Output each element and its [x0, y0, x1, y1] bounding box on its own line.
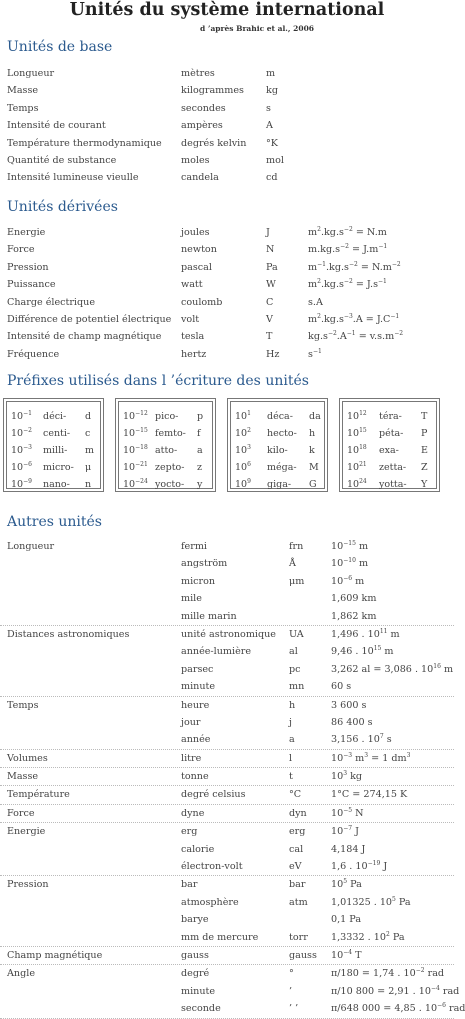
unit-value: 1°C = 274,15 K — [331, 789, 408, 801]
unit-symbol: l — [289, 752, 293, 764]
other-units-table — [0, 538, 465, 1019]
unit-name: volt — [181, 313, 200, 325]
derived-units-table — [0, 224, 454, 363]
quantity-label: Temps — [7, 102, 39, 114]
prefix-name: hecto- — [267, 428, 297, 439]
prefix-row — [231, 443, 324, 459]
unit-name: mile — [181, 593, 202, 605]
other-unit-row — [0, 731, 454, 749]
derived-unit-row — [0, 276, 454, 293]
unit-name: newton — [181, 244, 217, 256]
unit-name: jour — [181, 716, 201, 728]
prefix-power: $10^{-21}$ — [123, 461, 148, 473]
other-unit-row — [0, 841, 454, 858]
unit-value: 1,862 km — [331, 610, 377, 622]
prefix-power: $10^{-9}$ — [11, 478, 32, 490]
prefix-symbol: a — [197, 445, 203, 456]
prefix-power: $10^{-1}$ — [11, 410, 32, 422]
unit-value: $10^{-15}$ m — [331, 540, 369, 552]
unit-symbol: V — [266, 313, 273, 325]
unit-name: heure — [181, 699, 210, 711]
unit-symbol: J — [266, 227, 270, 238]
unit-value: 1,609 km — [331, 593, 377, 605]
unit-symbol: al — [289, 646, 298, 658]
other-unit-row — [0, 555, 454, 572]
prefix-row — [343, 443, 436, 459]
other-unit-row — [0, 697, 454, 714]
derived-unit-row — [0, 224, 454, 241]
other-unit-row — [0, 983, 460, 1000]
prefix-name: nano- — [43, 479, 70, 490]
unit-name: minute — [181, 985, 216, 997]
unit-value: 86 400 s — [331, 716, 373, 728]
prefix-symbol: M — [309, 462, 319, 473]
prefix-name: téra- — [379, 411, 402, 422]
unit-value: $10^{-7}$ J — [331, 825, 359, 838]
quantity-label: Force — [7, 807, 35, 819]
unit-name: année — [181, 734, 211, 746]
unit-name: mille marin — [181, 610, 237, 622]
quantity-label: Intensité lumineuse vieulle — [7, 172, 139, 184]
unit-symbol: torr — [289, 931, 308, 943]
prefix-name: yotta- — [379, 479, 407, 490]
unit-symbol: m — [266, 68, 276, 79]
prefix-name: péta- — [379, 428, 404, 439]
other-unit-row — [0, 626, 454, 643]
unit-value: $10^3$ kg — [331, 770, 363, 783]
quantity-label: Intensité de champ magnétique — [7, 331, 162, 343]
prefix-row — [231, 460, 324, 476]
unit-name: degré — [181, 968, 210, 980]
other-unit-row — [0, 894, 454, 911]
quantity-label: Volumes — [7, 752, 48, 764]
unit-name: secondes — [181, 102, 226, 114]
derived-unit-row — [0, 328, 454, 345]
unit-value: 1,6 . $10^{-19}$ J — [331, 860, 388, 873]
quantity-label: Charge électrique — [7, 296, 95, 308]
quantity-label: Energie — [7, 826, 46, 838]
unit-symbol: j — [289, 716, 292, 728]
prefix-power: $10^{24}$ — [347, 478, 367, 490]
unit-name: électron-volt — [181, 861, 243, 873]
prefix-row — [119, 477, 212, 493]
prefix-power: $10^{-18}$ — [123, 444, 148, 456]
unit-name: degré celsius — [181, 789, 246, 801]
unit-symbol: t — [289, 771, 293, 783]
unit-symbol: T — [266, 331, 273, 343]
unit-symbol: ° — [289, 968, 294, 980]
other-unit-row — [0, 911, 454, 928]
base-unit-row — [0, 82, 454, 99]
unit-symbol: mol — [266, 154, 284, 166]
unit-value: $10^5$ Pa — [331, 878, 362, 891]
prefix-name: zetta- — [379, 462, 407, 473]
prefix-box — [115, 398, 216, 492]
unit-symbol: s — [266, 102, 271, 114]
unit-symbol: °C — [289, 789, 302, 801]
unit-name: erg — [181, 826, 198, 838]
unit-value: 1,496 . $10^{11}$ m — [331, 627, 400, 640]
prefix-power: $10^{15}$ — [347, 427, 367, 439]
unit-name: litre — [181, 752, 202, 764]
other-unit-row — [0, 929, 454, 947]
prefix-name: zepto- — [155, 462, 185, 473]
prefix-row — [7, 460, 100, 476]
prefix-box-inner — [118, 401, 213, 489]
quantity-label: Longueur — [7, 541, 55, 552]
unit-name: angström — [181, 558, 228, 570]
derived-unit-row — [0, 259, 454, 276]
unit-name: année-lumière — [181, 646, 252, 658]
prefix-symbol: m — [85, 445, 95, 456]
prefix-symbol: μ — [85, 462, 92, 473]
other-unit-row — [0, 823, 454, 840]
other-unit-row — [0, 643, 454, 660]
unit-name: bar — [181, 879, 198, 891]
unit-value: 60 s — [331, 681, 352, 693]
prefix-row — [119, 443, 212, 459]
unit-definition: $s^{-1}$ — [308, 347, 322, 360]
prefix-row — [7, 443, 100, 459]
unit-definition: $m^2.kg.s^{-2} = N.m$ — [308, 226, 387, 238]
prefix-box-inner — [6, 401, 101, 489]
prefix-row — [7, 477, 100, 493]
unit-name: barye — [181, 914, 209, 926]
prefix-name: femto- — [155, 428, 186, 439]
unit-name: mm de mercure — [181, 931, 259, 943]
prefix-power: $10^{-6}$ — [11, 461, 32, 473]
unit-name: calorie — [181, 843, 215, 855]
unit-name: mètres — [181, 68, 215, 79]
unit-symbol: UA — [289, 628, 304, 640]
prefix-row — [231, 477, 324, 493]
prefix-power: $10^{-2}$ — [11, 427, 32, 439]
section-title-other: Autres unités — [7, 514, 102, 530]
other-unit-row — [0, 661, 454, 678]
prefix-box-inner — [230, 401, 325, 489]
section-title-base: Unités de base — [7, 39, 113, 55]
unit-value: 1,3332 . $10^2$ Pa — [331, 930, 405, 943]
other-unit-row — [0, 786, 454, 804]
unit-symbol: atm — [289, 896, 308, 908]
prefix-symbol: c — [85, 428, 91, 439]
quantity-label: Quantité de substance — [7, 154, 117, 166]
prefix-box — [339, 398, 440, 492]
unit-name: dyne — [181, 807, 205, 819]
unit-symbol: eV — [289, 861, 302, 873]
prefix-symbol: h — [309, 428, 316, 439]
unit-symbol: C — [266, 296, 274, 308]
other-unit-row — [0, 608, 454, 626]
prefix-symbol: d — [85, 411, 92, 422]
prefix-box-inner — [342, 401, 437, 489]
prefix-row — [231, 409, 324, 425]
unit-value: 3,156 . $10^7$ s — [331, 733, 392, 746]
other-unit-row — [0, 590, 454, 607]
other-unit-row — [0, 750, 454, 768]
quantity-label: Intensité de courant — [7, 120, 106, 132]
quantity-label: Champ magnétique — [7, 949, 103, 961]
unit-name: unité astronomique — [181, 628, 276, 640]
unit-value: 0,1 Pa — [331, 914, 362, 926]
unit-value: π/648 000 = 4,85 . $10^{-6}$ rad — [331, 1002, 465, 1015]
derived-unit-row — [0, 294, 454, 311]
unit-name: tesla — [181, 331, 205, 343]
unit-definition: $m^2.kg.s^{-2} = J.s^{-1}$ — [308, 278, 387, 291]
unit-name: moles — [181, 154, 210, 166]
unit-name: degrés kelvin — [181, 137, 247, 149]
other-unit-row — [0, 858, 454, 876]
prefix-symbol: da — [309, 411, 321, 422]
prefix-power: $10^{-24}$ — [123, 478, 148, 490]
prefix-symbol: E — [421, 445, 428, 456]
unit-symbol: W — [266, 279, 276, 291]
quantity-label: Energie — [7, 227, 46, 238]
prefix-power: $10^6$ — [235, 461, 251, 473]
unit-name: ampères — [181, 120, 223, 132]
unit-value: $10^{-4}$ T — [331, 948, 362, 961]
section-title-derived: Unités dérivées — [7, 199, 118, 215]
other-unit-row — [0, 538, 454, 555]
unit-name: micron — [181, 575, 216, 587]
prefix-power: $10^{-3}$ — [11, 444, 32, 456]
derived-unit-row — [0, 311, 454, 328]
unit-name: candela — [181, 172, 219, 184]
unit-symbol: Pa — [266, 261, 278, 273]
prefix-symbol: z — [197, 462, 203, 473]
unit-name: seconde — [181, 1003, 221, 1015]
derived-unit-row — [0, 346, 454, 363]
unit-value: 3,262 al = 3,086 . $10^{16}$ m — [331, 662, 454, 675]
unit-name: atmosphère — [181, 896, 239, 908]
prefix-name: milli- — [43, 445, 68, 456]
prefix-name: yocto- — [155, 479, 185, 490]
unit-symbol: bar — [289, 879, 306, 891]
unit-name: coulomb — [181, 296, 223, 308]
prefix-power: $10^3$ — [235, 444, 251, 456]
prefix-name: exa- — [379, 445, 399, 456]
prefix-power: $10^{-15}$ — [123, 427, 148, 439]
other-unit-row — [0, 1000, 465, 1018]
base-unit-row — [0, 135, 454, 152]
prefix-symbol: k — [309, 445, 315, 456]
unit-symbol: frn — [289, 541, 304, 552]
unit-symbol: cal — [289, 843, 304, 855]
other-unit-row — [0, 947, 454, 965]
other-unit-row — [0, 876, 454, 893]
prefix-box — [227, 398, 328, 492]
unit-value: $10^{-5}$ N — [331, 806, 364, 819]
prefix-name: pico- — [155, 411, 179, 422]
quantity-label: Temps — [7, 699, 39, 711]
other-unit-row — [0, 805, 454, 823]
other-unit-row — [0, 678, 454, 696]
unit-definition: $kg.s^{-2}.A^{-1} = v.s.m^{-2}$ — [308, 330, 404, 343]
base-unit-row — [0, 169, 454, 186]
unit-symbol: cd — [266, 172, 278, 184]
prefix-name: déca- — [267, 411, 293, 422]
quantity-label: Force — [7, 244, 35, 256]
unit-name: gauss — [181, 949, 209, 961]
prefix-symbol: T — [421, 411, 428, 422]
unit-definition: $m^2.kg.s^{-3}.A = J.C^{-1}$ — [308, 312, 400, 325]
prefix-row — [119, 409, 212, 425]
unit-value: $10^{-6}$ m — [331, 574, 365, 587]
prefix-symbol: Y — [421, 479, 428, 490]
prefix-name: micro- — [43, 462, 74, 473]
unit-value: π/10 800 = 2,91 . $10^{-4}$ rad — [331, 984, 460, 997]
unit-name: hertz — [181, 348, 207, 360]
quantity-label: Longueur — [7, 68, 55, 79]
prefix-power: $10^2$ — [235, 427, 251, 439]
prefix-power: $10^{12}$ — [347, 410, 367, 422]
prefix-symbol: p — [197, 411, 204, 422]
unit-symbol: °K — [266, 137, 278, 149]
unit-name: fermi — [181, 541, 207, 552]
derived-unit-row — [0, 241, 454, 258]
unit-symbol: kg — [266, 85, 278, 97]
other-unit-row — [0, 573, 454, 590]
prefix-power: $10^{18}$ — [347, 444, 367, 456]
unit-definition: $m^{-1}.kg.s^{-2} = N.m^{-2}$ — [308, 260, 401, 273]
unit-symbol: Å — [289, 558, 296, 570]
quantity-label: Masse — [7, 771, 39, 783]
prefix-name: centi- — [43, 428, 71, 439]
other-unit-row — [0, 965, 454, 982]
quantity-label: Fréquence — [7, 348, 60, 360]
unit-symbol: gauss — [289, 949, 317, 961]
prefix-symbol: y — [197, 479, 203, 490]
unit-name: kilogrammes — [181, 85, 244, 97]
prefix-symbol: G — [309, 479, 317, 490]
prefix-symbol: f — [197, 428, 201, 439]
unit-symbol: pc — [289, 663, 301, 675]
unit-definition: $m.kg.s^{-2} = J.m^{-1}$ — [308, 243, 388, 256]
quantity-label: Pression — [7, 879, 49, 891]
quantity-label: Masse — [7, 85, 39, 97]
prefix-symbol: P — [421, 428, 428, 439]
unit-symbol: μm — [289, 575, 305, 587]
base-unit-row — [0, 100, 454, 117]
unit-value: 4,184 J — [331, 843, 366, 855]
prefix-row — [7, 409, 100, 425]
prefix-name: kilo- — [267, 445, 288, 456]
unit-symbol: ’ — [289, 985, 293, 997]
prefix-power: $10^{-12}$ — [123, 410, 148, 422]
base-unit-row — [0, 117, 454, 134]
unit-value: π/180 = 1,74 . $10^{-2}$ rad — [331, 967, 445, 980]
prefix-row — [343, 460, 436, 476]
unit-symbol: erg — [289, 826, 306, 838]
unit-symbol: Hz — [266, 348, 280, 360]
unit-value: $10^{-10}$ m — [331, 557, 369, 570]
unit-value: 1,01325 . $10^5$ Pa — [331, 895, 411, 908]
unit-name: minute — [181, 681, 216, 693]
page-subtitle: d ’après Brahic et al., 2006 — [199, 24, 315, 33]
prefix-name: déci- — [43, 411, 67, 422]
unit-name: watt — [181, 279, 203, 291]
prefix-name: giga- — [267, 479, 292, 490]
prefix-symbol: n — [85, 479, 92, 490]
unit-symbol: A — [266, 120, 273, 132]
other-unit-row — [0, 768, 454, 786]
page-title: Unités du système international — [69, 0, 385, 20]
unit-value: $10^{-3}$ $m^3 = 1$ $dm^3$ — [331, 751, 411, 764]
unit-definition: s.A — [308, 296, 323, 308]
prefix-box — [3, 398, 104, 492]
base-unit-row — [0, 152, 454, 169]
unit-name: tonne — [181, 771, 209, 783]
unit-name: joules — [181, 227, 210, 238]
prefix-row — [119, 426, 212, 442]
quantity-label: Différence de potentiel électrique — [7, 313, 172, 325]
prefix-row — [343, 477, 436, 493]
quantity-label: Distances astronomiques — [7, 628, 130, 640]
unit-symbol: ’ ’ — [289, 1003, 299, 1015]
unit-symbol: mn — [289, 681, 305, 693]
prefix-power: $10^9$ — [235, 478, 251, 490]
prefix-power: $10^1$ — [235, 410, 251, 422]
quantity-label: Température — [7, 789, 70, 801]
prefix-row — [119, 460, 212, 476]
prefix-symbol: Z — [421, 462, 428, 473]
unit-value: 9,46 . $10^{15}$ m — [331, 645, 394, 658]
prefix-row — [343, 409, 436, 425]
quantity-label: Puissance — [7, 279, 56, 291]
prefix-row — [343, 426, 436, 442]
other-unit-row — [0, 714, 454, 731]
prefix-name: atto- — [155, 445, 178, 456]
quantity-label: Angle — [7, 968, 35, 980]
quantity-label: Température thermodynamique — [7, 137, 162, 149]
unit-symbol: h — [289, 699, 296, 711]
unit-name: parsec — [181, 663, 214, 675]
unit-symbol: dyn — [289, 807, 307, 819]
section-title-prefixes: Préfixes utilisés dans l ’écriture des unités — [7, 373, 309, 389]
unit-symbol: a — [289, 734, 295, 746]
unit-name: pascal — [181, 261, 212, 273]
prefix-row — [231, 426, 324, 442]
base-units-table — [0, 65, 454, 187]
unit-symbol: N — [266, 244, 275, 256]
unit-value: 3 600 s — [331, 699, 367, 711]
prefix-name: méga- — [267, 462, 297, 473]
base-unit-row — [0, 65, 454, 82]
quantity-label: Pression — [7, 261, 49, 273]
prefix-power: $10^{21}$ — [347, 461, 367, 473]
prefix-row — [7, 426, 100, 442]
